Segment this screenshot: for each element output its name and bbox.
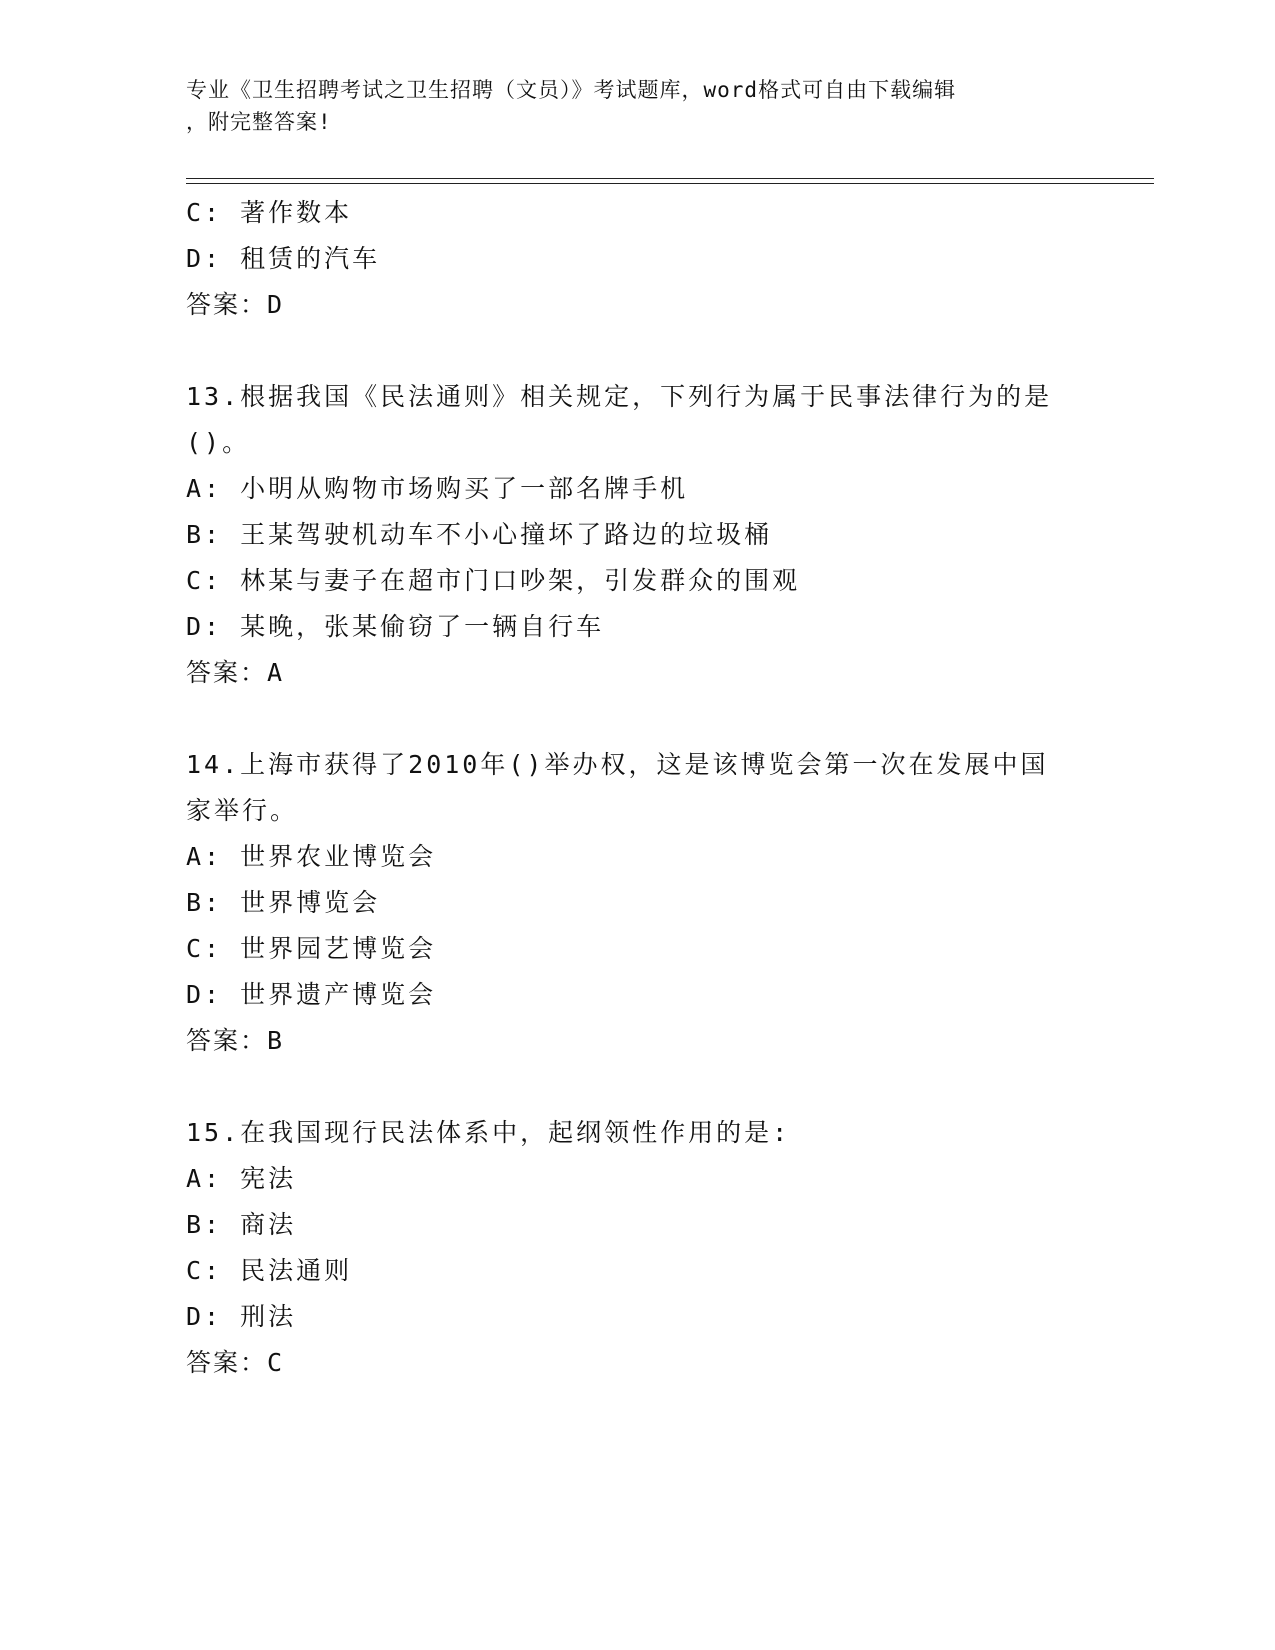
question-stem-line-1: 15.在我国现行民法体系中，起纲领性作用的是: bbox=[186, 1118, 791, 1147]
question-13 bbox=[186, 374, 1086, 696]
answer-line bbox=[186, 650, 1086, 696]
document-header bbox=[186, 74, 1066, 138]
option-d: D: 某晚，张某偷窃了一辆自行车 bbox=[186, 612, 605, 641]
answer-value: D bbox=[267, 290, 285, 319]
spacer bbox=[186, 696, 1086, 742]
answer-value: C bbox=[267, 1348, 285, 1377]
answer-value: A bbox=[267, 658, 285, 687]
spacer bbox=[186, 328, 1086, 374]
option-c: C: 世界园艺博览会 bbox=[186, 934, 437, 963]
answer-line bbox=[186, 282, 1086, 328]
option-a: A: 宪法 bbox=[186, 1164, 297, 1193]
answer-line bbox=[186, 1018, 1086, 1064]
question-stem-line-2: ()。 bbox=[186, 428, 251, 457]
question-list bbox=[186, 190, 1086, 1386]
answer-value: B bbox=[267, 1026, 285, 1055]
option-a: A: 小明从购物市场购买了一部名牌手机 bbox=[186, 474, 689, 503]
answer-label: 答案： bbox=[186, 290, 268, 319]
header-divider-bottom bbox=[186, 183, 1154, 184]
option-c: C: 林某与妻子在超市门口吵架，引发群众的围观 bbox=[186, 566, 801, 595]
answer-label: 答案： bbox=[186, 658, 268, 687]
option-b: B: 商法 bbox=[186, 1210, 297, 1239]
option-c: C: 民法通则 bbox=[186, 1256, 353, 1285]
answer-line bbox=[186, 1340, 1086, 1386]
option-c: C: 著作数本 bbox=[186, 198, 353, 227]
option-b: B: 王某驾驶机动车不小心撞坏了路边的垃圾桶 bbox=[186, 520, 773, 549]
question-stem-line-1: 13.根据我国《民法通则》相关规定，下列行为属于民事法律行为的是 bbox=[186, 382, 1053, 411]
question-15 bbox=[186, 1110, 1086, 1386]
previous-question-tail bbox=[186, 190, 1086, 328]
question-14 bbox=[186, 742, 1086, 1064]
option-d: D: 租赁的汽车 bbox=[186, 244, 381, 273]
option-a: A: 世界农业博览会 bbox=[186, 842, 437, 871]
answer-label: 答案： bbox=[186, 1348, 268, 1377]
spacer bbox=[186, 1064, 1086, 1110]
question-stem-line-1: 14.上海市获得了2010年()举办权，这是该博览会第一次在发展中国 bbox=[186, 750, 1049, 779]
header-line-1: 专业《卫生招聘考试之卫生招聘（文员）》考试题库，word格式可自由下载编辑 bbox=[186, 78, 957, 102]
option-d: D: 刑法 bbox=[186, 1302, 297, 1331]
header-divider-top bbox=[186, 178, 1154, 179]
answer-label: 答案： bbox=[186, 1026, 268, 1055]
header-line-2: ，附完整答案! bbox=[186, 110, 332, 134]
option-b: B: 世界博览会 bbox=[186, 888, 381, 917]
option-d: D: 世界遗产博览会 bbox=[186, 980, 437, 1009]
question-stem-line-2: 家举行。 bbox=[186, 796, 299, 825]
